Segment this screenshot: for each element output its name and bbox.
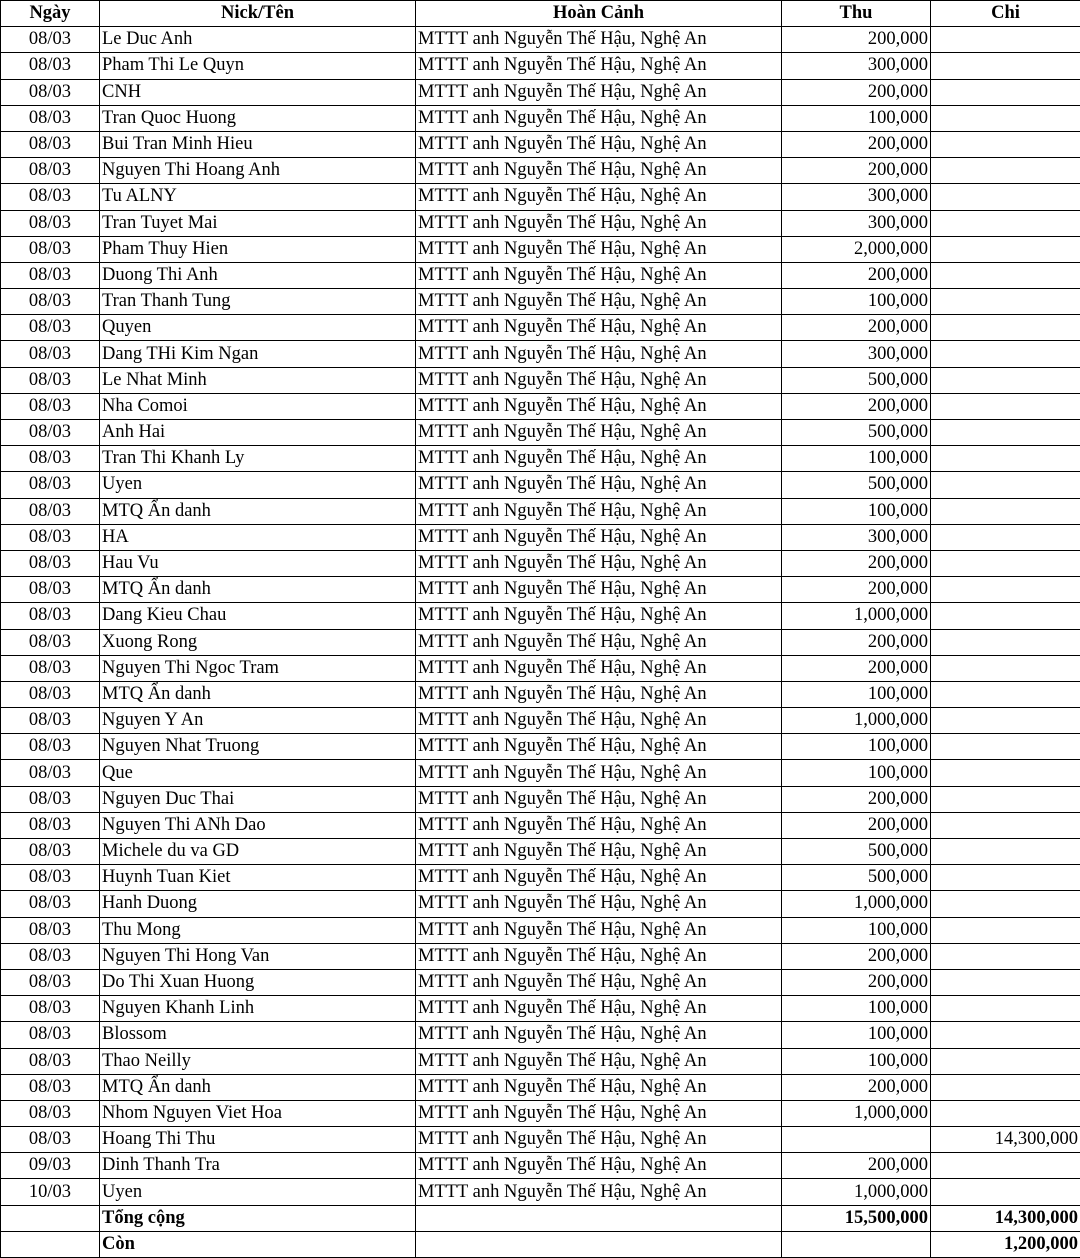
row-income: 200,000 xyxy=(782,131,931,157)
row-name: Nguyen Thi Ngoc Tram xyxy=(100,655,416,681)
row-income: 500,000 xyxy=(782,367,931,393)
row-expense xyxy=(931,393,1080,419)
row-expense xyxy=(931,577,1080,603)
row-name: Le Duc Anh xyxy=(100,27,416,53)
row-expense xyxy=(931,1179,1080,1205)
row-name: Uyen xyxy=(100,1179,416,1205)
table-row xyxy=(1,708,1080,734)
row-description: MTTT anh Nguyễn Thế Hậu, Nghệ An xyxy=(416,943,782,969)
balance-value: 1,200,000 xyxy=(931,1231,1080,1257)
total-row xyxy=(1,1205,1080,1231)
row-expense xyxy=(931,131,1080,157)
row-income: 200,000 xyxy=(782,786,931,812)
row-date: 08/03 xyxy=(1,105,100,131)
row-date: 08/03 xyxy=(1,1100,100,1126)
row-expense xyxy=(931,681,1080,707)
row-description: MTTT anh Nguyễn Thế Hậu, Nghệ An xyxy=(416,472,782,498)
total-label: Tổng cộng xyxy=(100,1205,416,1231)
table-row xyxy=(1,210,1080,236)
row-description: MTTT anh Nguyễn Thế Hậu, Nghệ An xyxy=(416,184,782,210)
row-name: MTQ Ẩn danh xyxy=(100,1074,416,1100)
row-description: MTTT anh Nguyễn Thế Hậu, Nghệ An xyxy=(416,446,782,472)
table-row xyxy=(1,891,1080,917)
row-income: 100,000 xyxy=(782,446,931,472)
row-income: 500,000 xyxy=(782,839,931,865)
row-date: 08/03 xyxy=(1,786,100,812)
row-income: 300,000 xyxy=(782,341,931,367)
row-name: Blossom xyxy=(100,1022,416,1048)
row-date: 08/03 xyxy=(1,629,100,655)
row-income: 300,000 xyxy=(782,210,931,236)
row-description: MTTT anh Nguyễn Thế Hậu, Nghệ An xyxy=(416,865,782,891)
row-income: 200,000 xyxy=(782,27,931,53)
row-income: 200,000 xyxy=(782,812,931,838)
row-date: 08/03 xyxy=(1,446,100,472)
row-name: Nguyen Thi Hoang Anh xyxy=(100,158,416,184)
row-date: 08/03 xyxy=(1,1127,100,1153)
table-row xyxy=(1,969,1080,995)
row-description: MTTT anh Nguyễn Thế Hậu, Nghệ An xyxy=(416,550,782,576)
row-expense xyxy=(931,969,1080,995)
balance-label: Còn xyxy=(100,1231,416,1257)
row-date: 08/03 xyxy=(1,943,100,969)
row-income: 100,000 xyxy=(782,996,931,1022)
row-expense xyxy=(931,550,1080,576)
row-date: 08/03 xyxy=(1,262,100,288)
total-income: 15,500,000 xyxy=(782,1205,931,1231)
row-expense xyxy=(931,158,1080,184)
row-income: 100,000 xyxy=(782,681,931,707)
row-name: Quyen xyxy=(100,315,416,341)
row-date: 08/03 xyxy=(1,969,100,995)
row-description: MTTT anh Nguyễn Thế Hậu, Nghệ An xyxy=(416,53,782,79)
row-description: MTTT anh Nguyễn Thế Hậu, Nghệ An xyxy=(416,812,782,838)
table-row xyxy=(1,1074,1080,1100)
row-expense xyxy=(931,996,1080,1022)
row-income: 100,000 xyxy=(782,917,931,943)
row-expense xyxy=(931,53,1080,79)
row-date: 08/03 xyxy=(1,184,100,210)
row-description: MTTT anh Nguyễn Thế Hậu, Nghệ An xyxy=(416,1074,782,1100)
row-income: 100,000 xyxy=(782,760,931,786)
row-expense xyxy=(931,289,1080,315)
row-name: Tran Thi Khanh Ly xyxy=(100,446,416,472)
table-row xyxy=(1,367,1080,393)
row-expense xyxy=(931,498,1080,524)
row-name: Le Nhat Minh xyxy=(100,367,416,393)
table-row xyxy=(1,420,1080,446)
row-name: Dinh Thanh Tra xyxy=(100,1153,416,1179)
row-date: 08/03 xyxy=(1,367,100,393)
row-expense xyxy=(931,1074,1080,1100)
row-income: 200,000 xyxy=(782,655,931,681)
row-expense xyxy=(931,27,1080,53)
row-date: 10/03 xyxy=(1,1179,100,1205)
row-date: 08/03 xyxy=(1,865,100,891)
row-expense xyxy=(931,315,1080,341)
row-name: Anh Hai xyxy=(100,420,416,446)
row-date: 08/03 xyxy=(1,53,100,79)
row-expense xyxy=(931,760,1080,786)
row-name: Hau Vu xyxy=(100,550,416,576)
table-row xyxy=(1,865,1080,891)
row-description: MTTT anh Nguyễn Thế Hậu, Nghệ An xyxy=(416,760,782,786)
row-date: 08/03 xyxy=(1,210,100,236)
row-expense xyxy=(931,236,1080,262)
row-name: CNH xyxy=(100,79,416,105)
table-row xyxy=(1,629,1080,655)
table-row xyxy=(1,943,1080,969)
row-income: 200,000 xyxy=(782,629,931,655)
row-income: 100,000 xyxy=(782,289,931,315)
row-date: 08/03 xyxy=(1,315,100,341)
row-income: 1,000,000 xyxy=(782,1179,931,1205)
row-date: 08/03 xyxy=(1,917,100,943)
row-expense xyxy=(931,629,1080,655)
row-name: Nha Comoi xyxy=(100,393,416,419)
row-expense xyxy=(931,891,1080,917)
row-expense xyxy=(931,472,1080,498)
row-income: 100,000 xyxy=(782,1022,931,1048)
row-description: MTTT anh Nguyễn Thế Hậu, Nghệ An xyxy=(416,1022,782,1048)
row-description: MTTT anh Nguyễn Thế Hậu, Nghệ An xyxy=(416,1048,782,1074)
row-name: Tran Quoc Huong xyxy=(100,105,416,131)
row-description: MTTT anh Nguyễn Thế Hậu, Nghệ An xyxy=(416,655,782,681)
table-row xyxy=(1,734,1080,760)
row-date: 08/03 xyxy=(1,27,100,53)
row-description: MTTT anh Nguyễn Thế Hậu, Nghệ An xyxy=(416,393,782,419)
row-date: 08/03 xyxy=(1,812,100,838)
balance-row xyxy=(1,1231,1080,1257)
row-income: 500,000 xyxy=(782,865,931,891)
table-row xyxy=(1,158,1080,184)
row-expense xyxy=(931,446,1080,472)
row-description: MTTT anh Nguyễn Thế Hậu, Nghệ An xyxy=(416,315,782,341)
row-expense xyxy=(931,1153,1080,1179)
table-row xyxy=(1,262,1080,288)
row-income: 300,000 xyxy=(782,524,931,550)
row-name: MTQ Ẩn danh xyxy=(100,498,416,524)
row-expense xyxy=(931,524,1080,550)
ledger-body xyxy=(1,27,1080,1205)
table-row xyxy=(1,289,1080,315)
row-date: 08/03 xyxy=(1,839,100,865)
header-description: Hoàn Cảnh xyxy=(416,1,782,27)
row-description: MTTT anh Nguyễn Thế Hậu, Nghệ An xyxy=(416,577,782,603)
table-row xyxy=(1,839,1080,865)
table-row xyxy=(1,996,1080,1022)
table-row xyxy=(1,655,1080,681)
header-income: Thu xyxy=(782,1,931,27)
row-income: 200,000 xyxy=(782,969,931,995)
row-expense xyxy=(931,812,1080,838)
row-name: Dang THi Kim Ngan xyxy=(100,341,416,367)
row-income xyxy=(782,1127,931,1153)
header-expense: Chi xyxy=(931,1,1080,27)
table-row xyxy=(1,1100,1080,1126)
row-income: 300,000 xyxy=(782,53,931,79)
row-description: MTTT anh Nguyễn Thế Hậu, Nghệ An xyxy=(416,27,782,53)
row-name: Nhom Nguyen Viet Hoa xyxy=(100,1100,416,1126)
row-income: 200,000 xyxy=(782,158,931,184)
row-name: Michele du va GD xyxy=(100,839,416,865)
row-expense xyxy=(931,603,1080,629)
row-date: 08/03 xyxy=(1,289,100,315)
table-row xyxy=(1,315,1080,341)
row-description: MTTT anh Nguyễn Thế Hậu, Nghệ An xyxy=(416,1100,782,1126)
row-expense xyxy=(931,420,1080,446)
row-date: 08/03 xyxy=(1,498,100,524)
row-name: Hanh Duong xyxy=(100,891,416,917)
row-date: 08/03 xyxy=(1,420,100,446)
row-income: 200,000 xyxy=(782,315,931,341)
table-row xyxy=(1,79,1080,105)
row-expense xyxy=(931,708,1080,734)
table-row xyxy=(1,53,1080,79)
row-expense xyxy=(931,1022,1080,1048)
row-date: 08/03 xyxy=(1,891,100,917)
row-description: MTTT anh Nguyễn Thế Hậu, Nghệ An xyxy=(416,917,782,943)
table-row xyxy=(1,550,1080,576)
row-name: Thao Neilly xyxy=(100,1048,416,1074)
row-name: Uyen xyxy=(100,472,416,498)
table-row xyxy=(1,786,1080,812)
row-date: 08/03 xyxy=(1,131,100,157)
row-expense xyxy=(931,1100,1080,1126)
row-income: 500,000 xyxy=(782,420,931,446)
row-description: MTTT anh Nguyễn Thế Hậu, Nghệ An xyxy=(416,1153,782,1179)
row-income: 200,000 xyxy=(782,1074,931,1100)
header-date: Ngày xyxy=(1,1,100,27)
row-date: 09/03 xyxy=(1,1153,100,1179)
row-name: Nguyen Nhat Truong xyxy=(100,734,416,760)
row-income: 200,000 xyxy=(782,943,931,969)
balance-income-cell xyxy=(782,1231,931,1257)
row-description: MTTT anh Nguyễn Thế Hậu, Nghệ An xyxy=(416,236,782,262)
row-expense xyxy=(931,655,1080,681)
table-row xyxy=(1,472,1080,498)
table-row xyxy=(1,131,1080,157)
row-income: 200,000 xyxy=(782,79,931,105)
row-description: MTTT anh Nguyễn Thế Hậu, Nghệ An xyxy=(416,131,782,157)
row-description: MTTT anh Nguyễn Thế Hậu, Nghệ An xyxy=(416,420,782,446)
row-description: MTTT anh Nguyễn Thế Hậu, Nghệ An xyxy=(416,210,782,236)
balance-desc-cell xyxy=(416,1231,782,1257)
row-name: Pham Thi Le Quyn xyxy=(100,53,416,79)
row-date: 08/03 xyxy=(1,79,100,105)
row-expense xyxy=(931,917,1080,943)
header-row xyxy=(1,1,1080,27)
row-name: MTQ Ẩn danh xyxy=(100,577,416,603)
row-description: MTTT anh Nguyễn Thế Hậu, Nghệ An xyxy=(416,105,782,131)
row-description: MTTT anh Nguyễn Thế Hậu, Nghệ An xyxy=(416,498,782,524)
row-income: 200,000 xyxy=(782,1153,931,1179)
row-date: 08/03 xyxy=(1,393,100,419)
row-date: 08/03 xyxy=(1,1048,100,1074)
row-description: MTTT anh Nguyễn Thế Hậu, Nghệ An xyxy=(416,262,782,288)
row-name: Nguyen Khanh Linh xyxy=(100,996,416,1022)
table-row xyxy=(1,1048,1080,1074)
row-name: Tu ALNY xyxy=(100,184,416,210)
row-date: 08/03 xyxy=(1,524,100,550)
table-row xyxy=(1,27,1080,53)
row-date: 08/03 xyxy=(1,1022,100,1048)
row-name: HA xyxy=(100,524,416,550)
row-income: 100,000 xyxy=(782,1048,931,1074)
row-name: Nguyen Y An xyxy=(100,708,416,734)
row-description: MTTT anh Nguyễn Thế Hậu, Nghệ An xyxy=(416,524,782,550)
row-name: Hoang Thi Thu xyxy=(100,1127,416,1153)
row-description: MTTT anh Nguyễn Thế Hậu, Nghệ An xyxy=(416,891,782,917)
row-name: Tran Tuyet Mai xyxy=(100,210,416,236)
row-name: MTQ Ẩn danh xyxy=(100,681,416,707)
row-name: Duong Thi Anh xyxy=(100,262,416,288)
row-date: 08/03 xyxy=(1,550,100,576)
row-date: 08/03 xyxy=(1,708,100,734)
table-row xyxy=(1,446,1080,472)
row-expense xyxy=(931,839,1080,865)
table-row xyxy=(1,1022,1080,1048)
row-income: 200,000 xyxy=(782,262,931,288)
row-expense xyxy=(931,1048,1080,1074)
row-expense xyxy=(931,943,1080,969)
table-row xyxy=(1,524,1080,550)
row-description: MTTT anh Nguyễn Thế Hậu, Nghệ An xyxy=(416,289,782,315)
table-row xyxy=(1,236,1080,262)
header-name: Nick/Tên xyxy=(100,1,416,27)
row-name: Pham Thuy Hien xyxy=(100,236,416,262)
row-description: MTTT anh Nguyễn Thế Hậu, Nghệ An xyxy=(416,341,782,367)
row-date: 08/03 xyxy=(1,603,100,629)
table-row xyxy=(1,1179,1080,1205)
row-name: Nguyen Duc Thai xyxy=(100,786,416,812)
balance-date-cell xyxy=(1,1231,100,1257)
row-name: Nguyen Thi Hong Van xyxy=(100,943,416,969)
row-income: 100,000 xyxy=(782,498,931,524)
row-date: 08/03 xyxy=(1,577,100,603)
row-income: 1,000,000 xyxy=(782,891,931,917)
row-date: 08/03 xyxy=(1,681,100,707)
row-expense xyxy=(931,184,1080,210)
table-row xyxy=(1,105,1080,131)
row-name: Do Thi Xuan Huong xyxy=(100,969,416,995)
table-row xyxy=(1,393,1080,419)
row-description: MTTT anh Nguyễn Thế Hậu, Nghệ An xyxy=(416,786,782,812)
row-description: MTTT anh Nguyễn Thế Hậu, Nghệ An xyxy=(416,996,782,1022)
row-date: 08/03 xyxy=(1,472,100,498)
row-description: MTTT anh Nguyễn Thế Hậu, Nghệ An xyxy=(416,603,782,629)
total-expense: 14,300,000 xyxy=(931,1205,1080,1231)
row-description: MTTT anh Nguyễn Thế Hậu, Nghệ An xyxy=(416,708,782,734)
row-description: MTTT anh Nguyễn Thế Hậu, Nghệ An xyxy=(416,839,782,865)
row-expense xyxy=(931,262,1080,288)
row-income: 500,000 xyxy=(782,472,931,498)
table-row xyxy=(1,184,1080,210)
row-date: 08/03 xyxy=(1,341,100,367)
row-description: MTTT anh Nguyễn Thế Hậu, Nghệ An xyxy=(416,734,782,760)
row-date: 08/03 xyxy=(1,734,100,760)
row-expense xyxy=(931,865,1080,891)
row-description: MTTT anh Nguyễn Thế Hậu, Nghệ An xyxy=(416,1179,782,1205)
row-income: 200,000 xyxy=(782,550,931,576)
row-description: MTTT anh Nguyễn Thế Hậu, Nghệ An xyxy=(416,1127,782,1153)
row-expense xyxy=(931,341,1080,367)
row-income: 200,000 xyxy=(782,577,931,603)
row-income: 200,000 xyxy=(782,393,931,419)
row-name: Tran Thanh Tung xyxy=(100,289,416,315)
total-desc-cell xyxy=(416,1205,782,1231)
row-income: 300,000 xyxy=(782,184,931,210)
row-name: Que xyxy=(100,760,416,786)
row-income: 2,000,000 xyxy=(782,236,931,262)
table-row xyxy=(1,1127,1080,1153)
row-expense xyxy=(931,367,1080,393)
table-row xyxy=(1,1153,1080,1179)
row-date: 08/03 xyxy=(1,1074,100,1100)
row-description: MTTT anh Nguyễn Thế Hậu, Nghệ An xyxy=(416,158,782,184)
row-name: Bui Tran Minh Hieu xyxy=(100,131,416,157)
row-description: MTTT anh Nguyễn Thế Hậu, Nghệ An xyxy=(416,79,782,105)
row-income: 1,000,000 xyxy=(782,603,931,629)
row-expense xyxy=(931,786,1080,812)
row-income: 100,000 xyxy=(782,734,931,760)
table-row xyxy=(1,760,1080,786)
row-income: 1,000,000 xyxy=(782,1100,931,1126)
table-row xyxy=(1,341,1080,367)
table-row xyxy=(1,603,1080,629)
row-date: 08/03 xyxy=(1,158,100,184)
table-row xyxy=(1,498,1080,524)
row-expense xyxy=(931,105,1080,131)
row-expense xyxy=(931,79,1080,105)
row-date: 08/03 xyxy=(1,236,100,262)
table-row xyxy=(1,812,1080,838)
row-income: 100,000 xyxy=(782,105,931,131)
row-date: 08/03 xyxy=(1,996,100,1022)
row-date: 08/03 xyxy=(1,655,100,681)
table-row xyxy=(1,577,1080,603)
row-name: Huynh Tuan Kiet xyxy=(100,865,416,891)
row-name: Nguyen Thi ANh Dao xyxy=(100,812,416,838)
row-name: Dang Kieu Chau xyxy=(100,603,416,629)
table-row xyxy=(1,917,1080,943)
row-expense xyxy=(931,734,1080,760)
table-row xyxy=(1,681,1080,707)
row-description: MTTT anh Nguyễn Thế Hậu, Nghệ An xyxy=(416,681,782,707)
row-expense xyxy=(931,210,1080,236)
row-description: MTTT anh Nguyễn Thế Hậu, Nghệ An xyxy=(416,969,782,995)
row-income: 1,000,000 xyxy=(782,708,931,734)
row-description: MTTT anh Nguyễn Thế Hậu, Nghệ An xyxy=(416,629,782,655)
total-date-cell xyxy=(1,1205,100,1231)
row-name: Thu Mong xyxy=(100,917,416,943)
row-date: 08/03 xyxy=(1,760,100,786)
row-expense: 14,300,000 xyxy=(931,1127,1080,1153)
row-name: Xuong Rong xyxy=(100,629,416,655)
row-description: MTTT anh Nguyễn Thế Hậu, Nghệ An xyxy=(416,367,782,393)
